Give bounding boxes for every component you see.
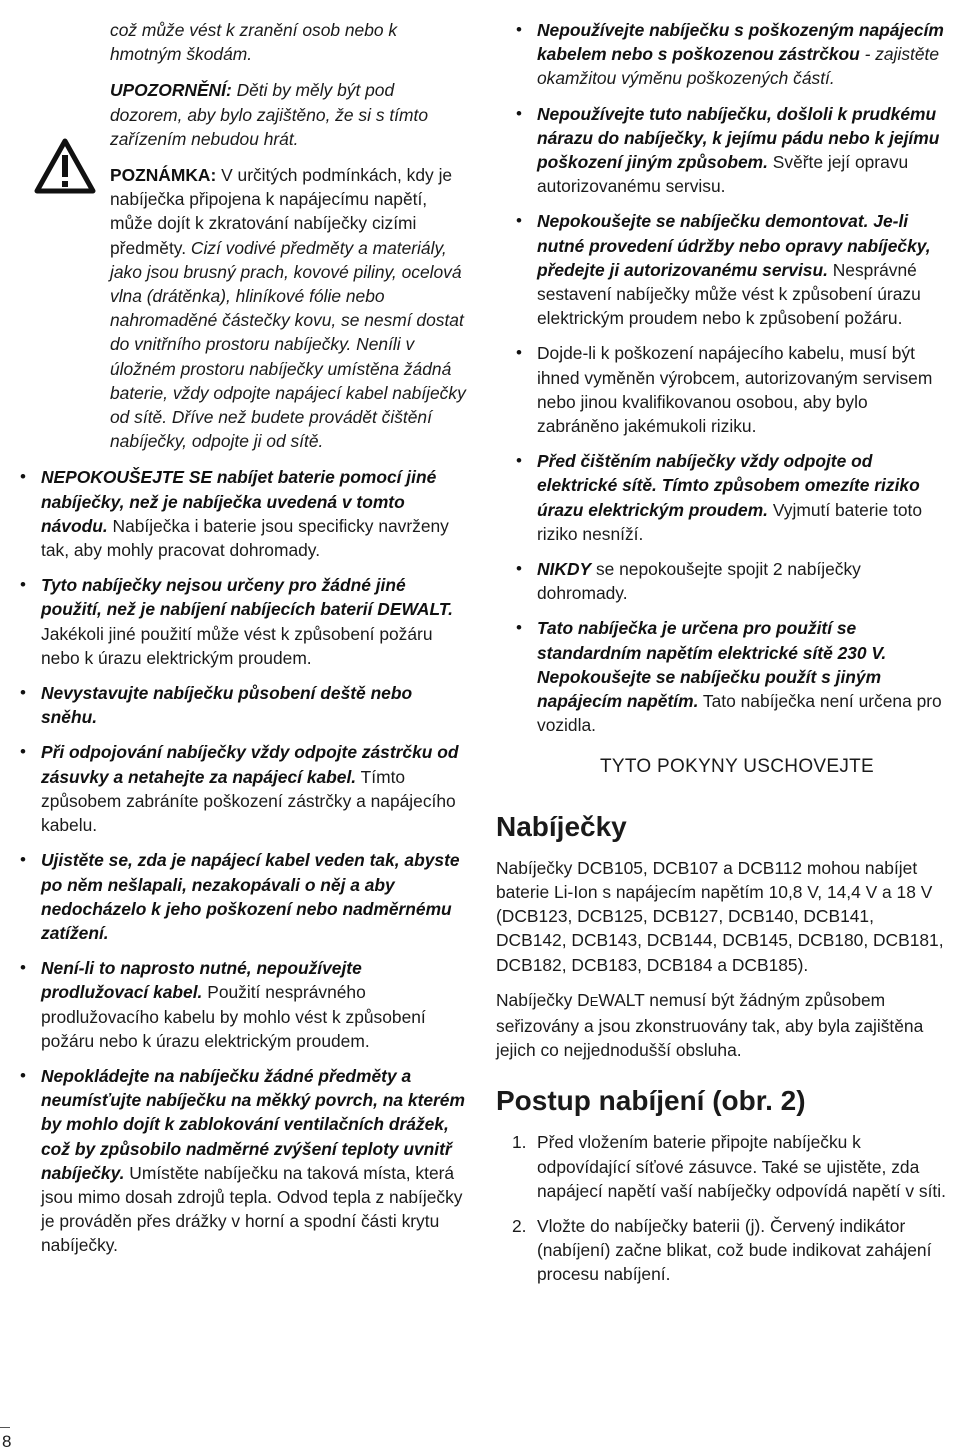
list-item bbox=[16, 848, 466, 945]
bullet-bold-text: Nepoužívejte tuto nabíječku, došloli k prudkému nárazu do nabíječky, k jejímu pádu nebo k jejímu poškození jiným způsobem. bbox=[537, 103, 940, 173]
bullet-bold-text: Při odpojování nabíječky vždy odpojte zástrčku od zásuvky a netahejte za napájecí kabel. bbox=[41, 742, 459, 787]
brand-text-start: Nabíječky D bbox=[496, 989, 590, 1010]
right-bullet-list bbox=[496, 18, 948, 737]
step-number: 1. bbox=[512, 1132, 527, 1153]
bullet-text: Nabíječka i baterie jsou specificky navrženy tak, aby mohly pracovat dohromady. bbox=[41, 515, 449, 561]
list-item bbox=[496, 102, 948, 199]
list-item bbox=[16, 956, 466, 1053]
bullet-bold-text: NIKDY bbox=[537, 559, 592, 580]
page-number: 8 bbox=[2, 1432, 12, 1451]
bullet-text: Umístěte nabíječku na taková místa, která jsou mimo dosah zdrojů tepla. Odvod tepla z nabíječky je prováděn přes drážky v horní a spodní části krytu nabíječky. bbox=[41, 1162, 463, 1256]
keep-instructions-title: TYTO POKYNY USCHOVEJTE bbox=[599, 756, 875, 778]
list-item bbox=[16, 740, 466, 837]
bullet-bold-text: Nepokládejte na nabíječku žádné předměty a neumísťujte nabíječku na měkký povrch, na kterém by mohlo dojít k zablokování ventilačních drážek, což by způsobilo nadměrné zvýšení teploty uvnitř nabíječky. bbox=[41, 1065, 465, 1183]
step-number: 2. bbox=[512, 1215, 527, 1236]
page-number-rule bbox=[0, 1427, 10, 1428]
list-item bbox=[16, 681, 466, 729]
list-item bbox=[496, 18, 948, 91]
brand-text-rest: WALT nemusí být žádným způsobem seřizovány a jsou zkonstruovány tak, aby byla zajištěna jejich co nejjednodušší obsluha. bbox=[496, 989, 924, 1061]
bullet-bold-text: Tyto nabíječky nejsou určeny pro žádné jiné použití, než je nabíjení nabíjecích baterií DEWALT. bbox=[41, 575, 453, 620]
bullet-text: Tato nabíječka není určena pro vozidla. bbox=[537, 691, 942, 736]
charging-steps bbox=[496, 1130, 948, 1286]
right-column bbox=[496, 18, 948, 1298]
section-title-chargers: Nabíječky bbox=[496, 810, 627, 842]
bullet-bold-text: Není-li to naprosto nutné, nepoužívejte prodlužovací kabel. bbox=[41, 958, 362, 1003]
step-text: Před vložením baterie připojte nabíječku k odpovídající síťové zásuvce. Také se ujistěte, zda napájecí napětí vaší nabíječky odpovídá napětí v síti. bbox=[537, 1132, 946, 1201]
bullet-text: Tímto způsobem zabráníte poškození zástrčky a napájecího kabelu. bbox=[41, 766, 456, 836]
left-column bbox=[16, 18, 466, 1269]
list-item bbox=[496, 449, 948, 546]
list-item bbox=[496, 616, 948, 737]
bullet-bold-text: Nevystavujte nabíječku působení deště nebo sněhu. bbox=[41, 683, 413, 728]
bullet-bold-text: Ujistěte se, zda je napájecí kabel veden tak, abyste po něm nešlapali, nezakopávali o něj a aby nedocházelo k jeho poškození nebo nadměrnému zatížení. bbox=[41, 850, 460, 943]
bullet-text: - zajistěte okamžitou výměnu poškozených částí. bbox=[537, 44, 940, 89]
warning-label: UPOZORNĚNÍ: bbox=[110, 80, 232, 101]
note-paragraph bbox=[16, 163, 466, 453]
bullet-text: Jakékoli jiné použití může vést k způsobení požáru nebo k úrazu elektrickým proudem. bbox=[41, 623, 433, 668]
bullet-bold-text: Tato nabíječka je určena pro použití se standardním napětím elektrické sítě 230 V. Nepokoušejte se nabíječku použít s jiným napájecím napětím. bbox=[537, 618, 887, 712]
bullet-text: Nesprávné sestavení nabíječky může vést k způsobení úrazu elektrickým proudem nebo k způsobení požáru. bbox=[537, 259, 921, 329]
warning-block bbox=[16, 78, 466, 151]
bullet-text: Svěřte její opravu autorizovanému servisu. bbox=[537, 152, 909, 197]
bullet-bold-text: NEPOKOUŠEJTE SE nabíjet baterie pomocí jiné nabíječky, než je nabíječka uvedená v tomto návodu. bbox=[41, 467, 437, 536]
bullet-bold-text: Nepoužívejte nabíječku s poškozeným napájecím kabelem nebo s poškozenou zástrčkou bbox=[537, 20, 944, 65]
warning-text: Děti by měly být pod dozorem, aby bylo zajištěno, že si s tímto zařízením nebudou hrát. bbox=[110, 80, 428, 149]
bullet-text: Vyjmutí baterie toto riziko nesníží. bbox=[537, 499, 923, 544]
list-item bbox=[16, 1064, 466, 1258]
list-item bbox=[16, 573, 466, 670]
bullet-bold-text: Nepokoušejte se nabíječku demontovat. Je-li nutné provedení údržby nebo opravy nabíječky, předejte ji autorizovanému servisu. bbox=[537, 211, 931, 280]
chargers-paragraph-1: Nabíječky DCB105, DCB107 a DCB112 mohou nabíjet baterie Li-Ion s napájecím napětím 10,8 V, 14,4 V a 18 V (DCB123, DCB125, DCB127, DCB140, DCB141, DCB142, DCB143, DCB144, DCB145, DCB180, DCB181, DCB182, DCB183, DCB184 a DCB185). bbox=[496, 857, 944, 975]
warning-triangle-icon bbox=[34, 138, 96, 194]
bullet-text: Použití nesprávného prodlužovacího kabelu by mohlo vést k způsobení požáru nebo k úrazu elektrickým proudem. bbox=[41, 982, 426, 1051]
list-item bbox=[496, 557, 948, 605]
note-text-italic: Cizí vodivé předměty a materiály, jako jsou brusný prach, kovové piliny, ocelová vlna (drátěnka), hliníkové fólie nebo nahromaděné částečky kovu, se nesmí dostat do vnitřního prostoru nabíječky. Neníli v úložném prostoru nabíječky umístěna žádná baterie, vždy odpojte napájecí kabel nabíječky od sítě. Dříve než budete provádět čištění nabíječky, odpojte ji od sítě. bbox=[110, 237, 466, 452]
note-label: POZNÁMKA: bbox=[110, 165, 217, 186]
section-title-charging-procedure: Postup nabíjení (obr. 2) bbox=[496, 1085, 806, 1117]
bullet-text: Dojde-li k poškození napájecího kabelu, musí být ihned vyměněn výrobcem, autorizovaným servisem nebo jinou kvalifikovanou osobou, aby bylo zabráněno jakémukoli riziku. bbox=[537, 343, 933, 437]
list-item bbox=[496, 1130, 948, 1203]
left-bullet-list bbox=[16, 465, 466, 1257]
list-item bbox=[16, 465, 466, 562]
step-text: Vložte do nabíječky baterii (j). Červený indikátor (nabíjení) začne blikat, což bude indikovat zahájení procesu nabíjení. bbox=[537, 1215, 932, 1285]
list-item bbox=[496, 341, 948, 438]
bullet-bold-text: Před čištěním nabíječky vždy odpojte od elektrické sítě. Tímto způsobem omezíte riziko úrazu elektrickým proudem. bbox=[537, 451, 920, 520]
chargers-paragraph-2 bbox=[496, 988, 948, 1063]
note-text: V určitých podmínkách, kdy je nabíječka připojena k napájecímu napětí, může dojít k zkratování nabíječky cizími předměty. bbox=[110, 165, 453, 258]
list-item bbox=[496, 209, 948, 330]
continued-paragraph: což může vést k zranění osob nebo k hmotným škodám. bbox=[110, 20, 398, 65]
brand-text-smallcap: E bbox=[589, 993, 599, 1009]
bullet-text: se nepokoušejte spojit 2 nabíječky dohromady. bbox=[537, 559, 861, 604]
list-item bbox=[496, 1214, 948, 1287]
